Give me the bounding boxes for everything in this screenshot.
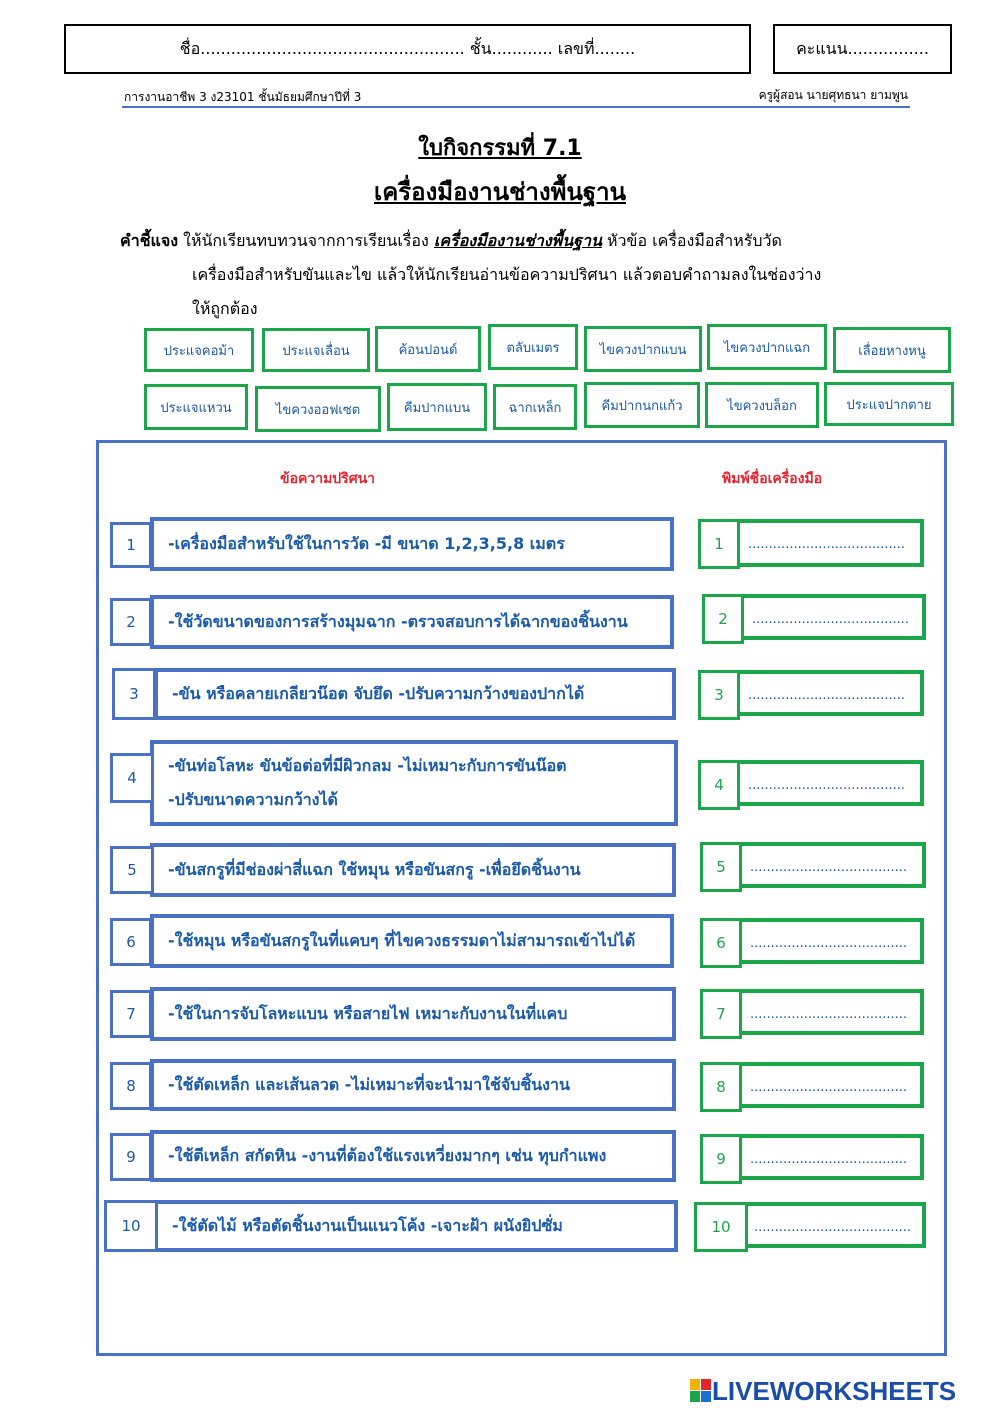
answer-number: 8 [700,1062,742,1112]
answer-number: 1 [698,519,740,569]
word-chip: ไขควงบล็อก [705,382,819,428]
instructions-topic: เครื่องมืองานช่างพื้นฐาน [433,231,602,250]
riddle-box: -ใช้ในการจับโลหะแบน หรือสายไฟ เหมาะกับงานในที่แคบ [150,987,676,1041]
word-chip: ไขควงออฟเซต [255,386,381,432]
answer-number: 9 [700,1134,742,1184]
question-number: 6 [110,918,152,966]
question-number: 7 [110,990,152,1038]
riddle-box: -เครื่องมือสำหรับใช้ในการวัด -มี ขนาด 1,2,3,5,8 เมตร [150,517,674,571]
score-box [773,24,952,74]
instructions-line-2: เครื่องมือสำหรับขันและไข แล้วให้นักเรียนอ่านข้อความปริศนา แล้วตอบคำถามลงในช่องว่าง [192,265,822,284]
name-class-number-box [64,24,751,74]
answer-field[interactable]: ...................................... [694,1202,926,1248]
answer-field[interactable]: ...................................... [702,594,926,640]
question-number: 3 [112,668,156,720]
word-chip: ไขควงปากแบน [584,326,702,372]
activity-title: ใบกิจกรรมที่ 7.1 [418,136,582,161]
word-chip: ไขควงปากแฉก [707,324,827,370]
answer-number: 7 [700,989,742,1039]
teacher-name: ครูผู้สอน นายศุทธนา ยามพูน [758,88,908,102]
riddle-box: -ใช้ตัดไม้ หรือตัดชิ้นงานเป็นแนวโค้ง -เจาะฝ้า ผนังยิปซั่ม [154,1200,678,1252]
instructions [120,224,900,326]
word-chip: ค้อนปอนด์ [375,326,481,372]
answer-number: 10 [694,1202,748,1252]
instructions-text-1: ให้นักเรียนทบทวนจากการเรียนเรื่อง [178,231,434,250]
question-number: 4 [110,753,154,803]
answer-field[interactable]: ...................................... [700,1062,924,1108]
answer-field[interactable]: ...................................... [700,1134,924,1180]
word-chip: คีมปากแบน [387,383,487,431]
answer-field[interactable]: ...................................... [698,760,924,806]
course-name: การงานอาชีพ 3 ง23101 ชั้นมัธยมศึกษาปีที่ 3 [124,90,362,104]
score-line: คะแนน................ [796,38,929,58]
word-chip: ประแจคอม้า [144,328,254,372]
topic-title: เครื่องมืองานช่างพื้นฐาน [374,178,626,206]
word-chip: เลื่อยหางหนู [833,327,951,373]
answer-number: 2 [702,594,744,644]
question-number: 8 [110,1062,152,1110]
liveworksheets-logo-icon [690,1379,712,1403]
liveworksheets-brand: LIVEWORKSHEETS [712,1375,957,1406]
question-number: 10 [104,1200,158,1252]
word-chip: คีมปากนกแก้ว [584,382,700,428]
answer-field[interactable]: ...................................... [700,842,926,888]
answer-field[interactable]: ...................................... [700,918,924,964]
question-number: 1 [110,522,152,568]
word-chip: ประแจเลื่อน [262,328,370,372]
name-line: ชื่อ.................................................... ชั้น............ เลขที่........ [179,38,636,58]
word-chip: ประแจแหวน [144,384,248,430]
answer-field[interactable]: ...................................... [700,989,924,1035]
word-chip: ฉากเหล็ก [493,384,577,430]
answer-field[interactable]: ...................................... [698,519,924,567]
riddle-box: -ขันท่อโลหะ ขันข้อต่อที่มีผิวกลม -ไม่เหมาะกับการขันน๊อต -ปรับขนาดความกว้างได้ [150,740,678,826]
answer-column-header: พิมพ์ชื่อเครื่องมือ [722,471,823,487]
liveworksheets-logo [690,1376,990,1406]
answer-number: 6 [700,918,742,968]
answer-field[interactable]: ...................................... [698,670,924,716]
riddle-box: -ขัน หรือคลายเกลียวน๊อต จับยึด -ปรับความกว้างของปากได้ [154,668,676,720]
riddle-column-header: ข้อความปริศนา [280,471,376,487]
instructions-label: คำชี้แจง [120,231,179,250]
question-number: 9 [110,1133,152,1181]
course-info-line [122,86,910,108]
question-number: 2 [110,598,152,646]
word-chip: ประแจปากตาย [824,382,954,426]
riddle-box: -ใช้ตัดเหล็ก และเส้นลวด -ไม่เหมาะที่จะนำมาใช้จับชิ้นงาน [150,1059,676,1111]
riddle-box: -ใช้ตีเหล็ก สกัดหิน -งานที่ต้องใช้แรงเหวี่ยงมากๆ เช่น ทุบกำแพง [150,1130,676,1182]
word-chip: ตลับเมตร [488,324,578,370]
answer-number: 5 [700,842,742,892]
answer-number: 3 [698,670,740,720]
riddle-box: -ขันสกรูที่มีช่องผ่าสี่แฉก ใช้หมุน หรือขันสกรู -เพื่อยึดชิ้นงาน [150,843,676,897]
instructions-line-3: ให้ถูกต้อง [192,299,258,318]
riddle-box: -ใช้หมุน หรือขันสกรูในที่แคบๆ ที่ไขควงธรรมดาไม่สามารถเข้าไปได้ [150,914,674,968]
instructions-text-2: หัวข้อ เครื่องมือสำหรับวัด [601,231,782,250]
riddle-box: -ใช้วัดขนาดของการสร้างมุมฉาก -ตรวจสอบการได้ฉากของชิ้นงาน [150,595,674,649]
answer-number: 4 [698,760,740,810]
question-number: 5 [110,846,154,894]
